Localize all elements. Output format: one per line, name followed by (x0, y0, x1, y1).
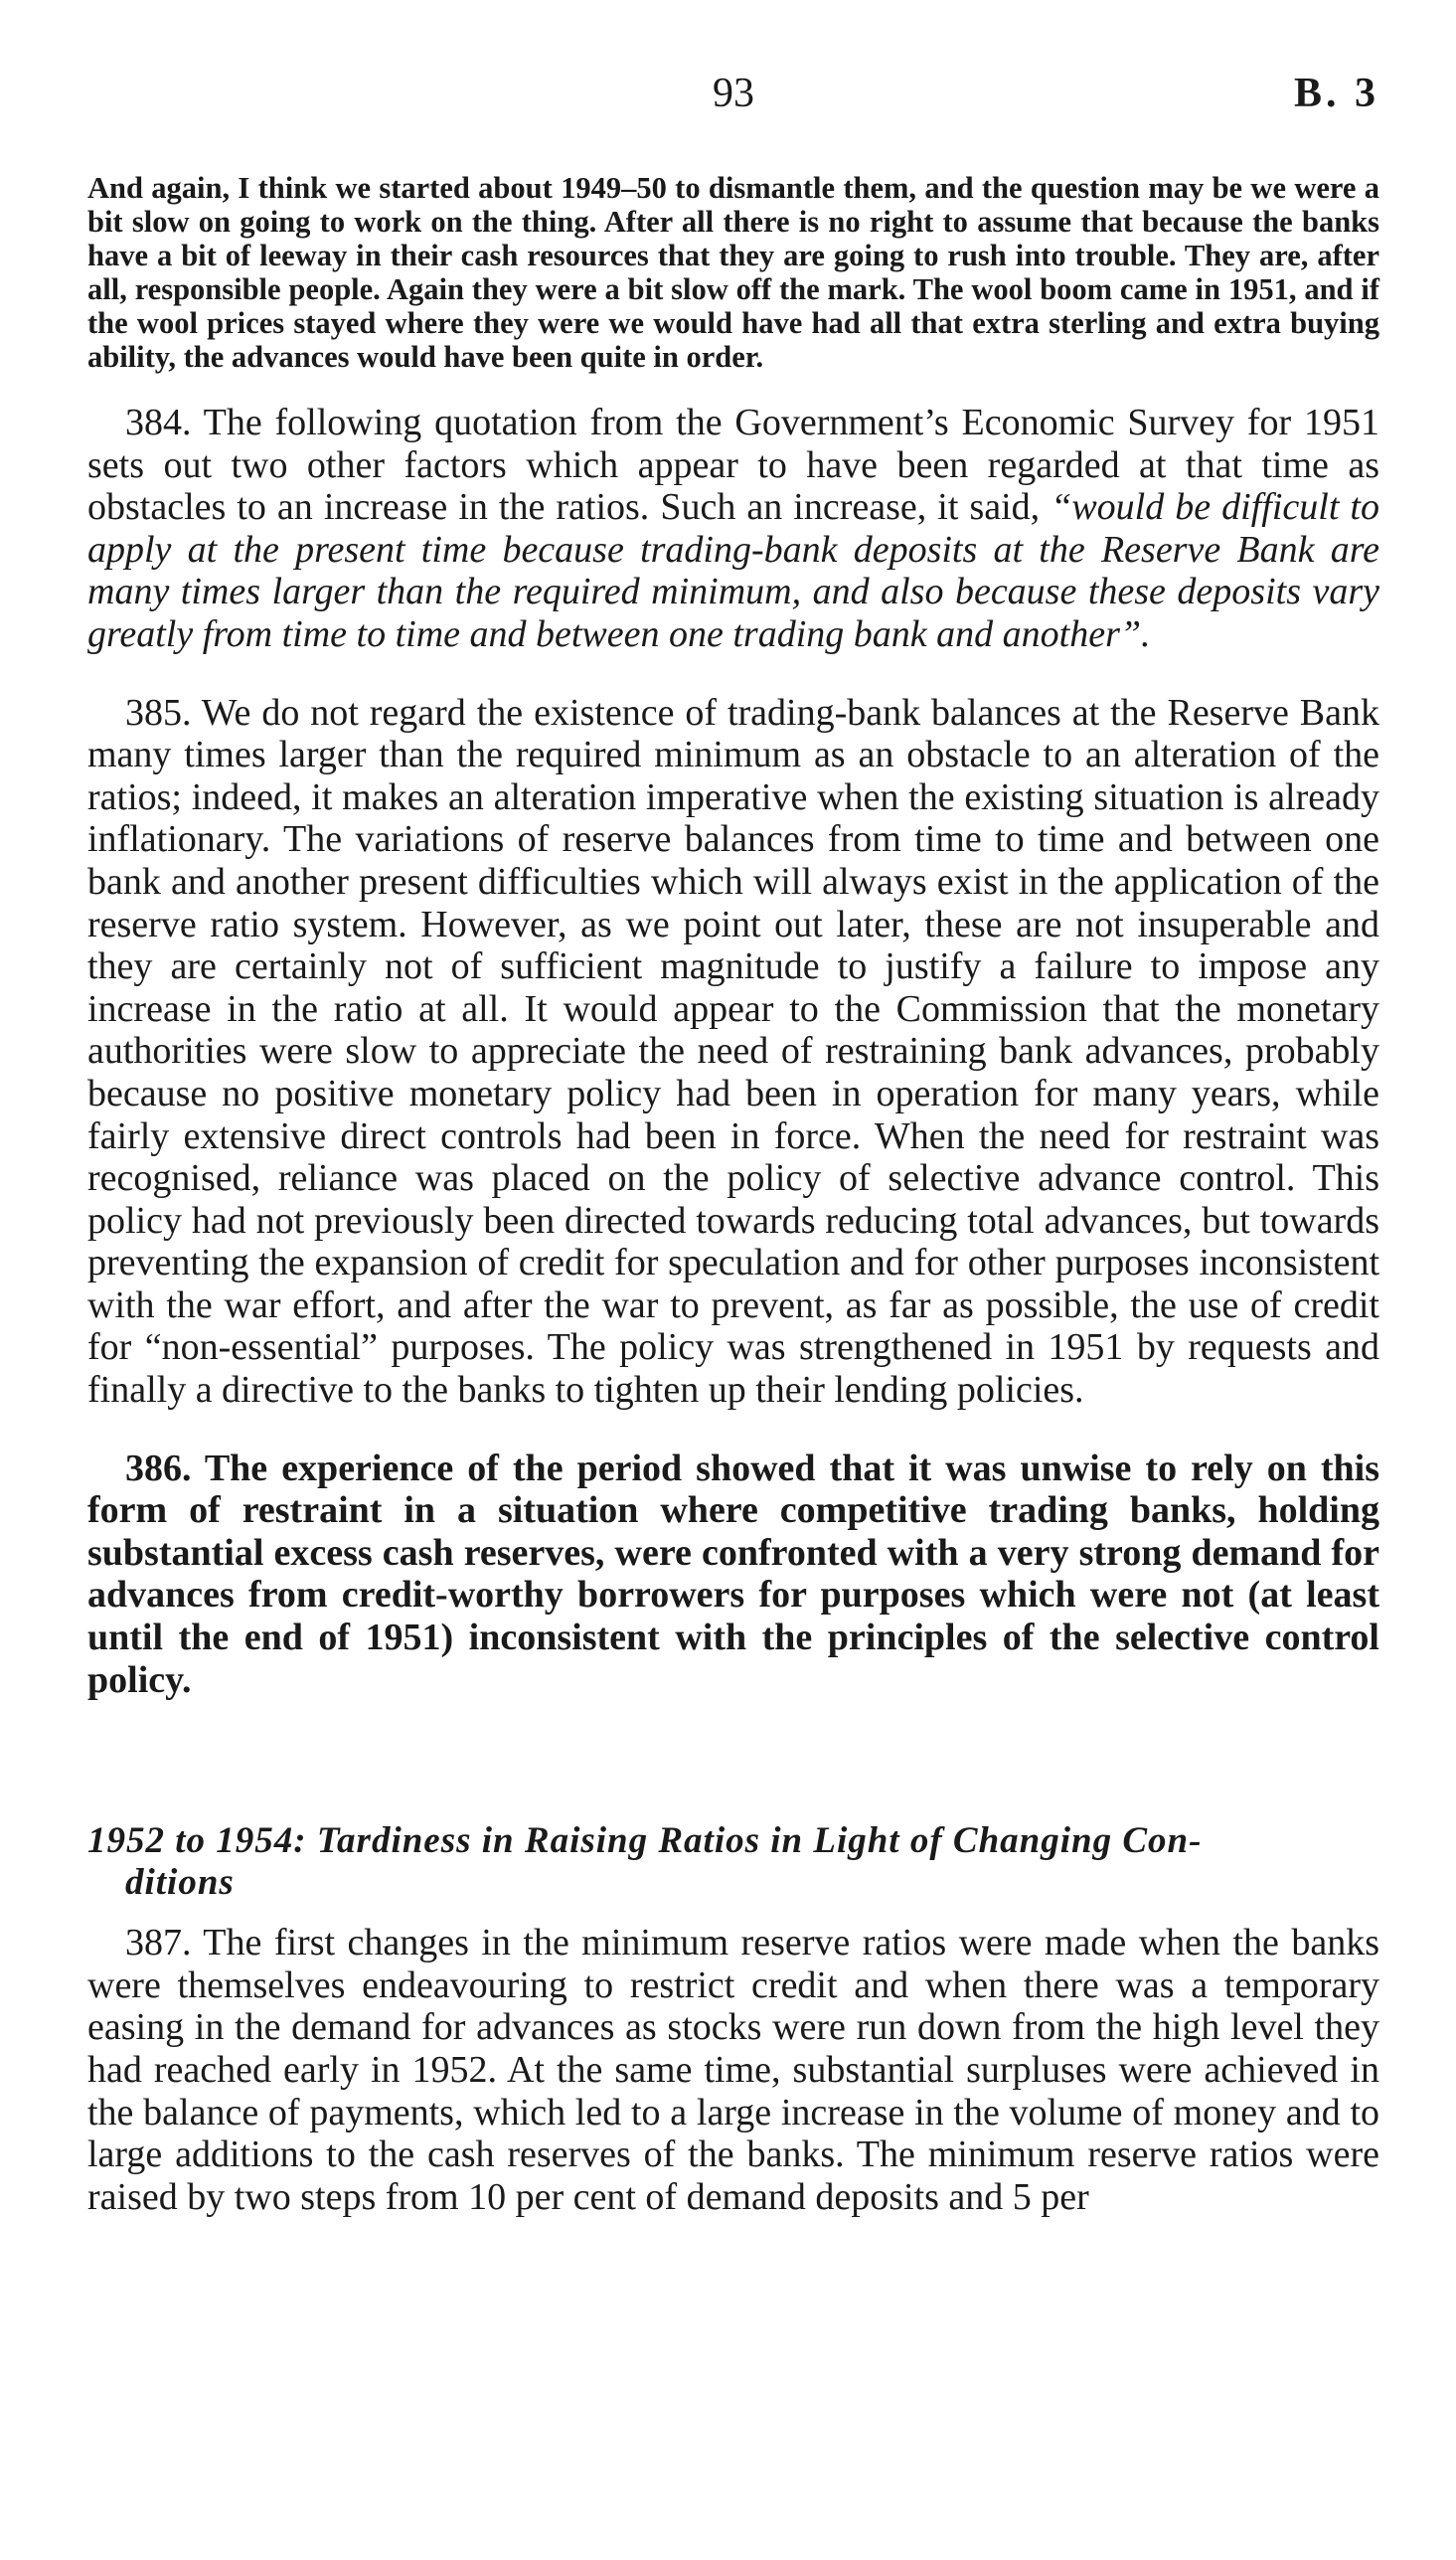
paragraph-number: 386. (125, 1447, 192, 1489)
paragraph-text: We do not regard the existence of trading-bank balances at the Reserve Bank many times larger than the required minimum as an obstacle to an alteration of the ratios; indeed, it makes an alteration imperative when the existing situation is already inflationary. The variations of reserve balances from time to time and between one bank and another present difficulties which will always exist in the application of the reserve ratio system. However, as we point out later, these are not insuperable and they are certainly not of sufficient magnitude to justify a failure to impose any increase in the ratio at all. It would appear to the Commission that the monetary authorities were slow to appreciate the need of restraining bank advances, probably because no positive monetary policy had been in operation for many years, while fairly extensive direct controls had been in force. When the need for restraint was recognised, reliance was placed on the policy of selective advance control. This policy had not previously been directed towards reducing total advances, but towards preventing the expansion of credit for speculation and for other purposes inconsistent with the war effort, and after the war to prevent, as far as possible, the use of credit for “non-essential” purposes. The policy was strengthened in 1951 by requests and finally a directive to the banks to tighten up their lending policies. (87, 691, 1379, 1412)
evidence-quote: And again, I think we started about 1949–50 to dismantle them, and the question may be we were a bit slow on going to work on the thing. After all there is no right to assume that because the banks have a bit of leeway in their cash resources that they are going to rush into trouble. They are, after all, responsible people. Again they were a bit slow off the mark. The wool boom came in 1951, and if the wool prices stayed where they were we would have had all that extra sterling and extra buying ability, the advances would have been quite in order. (87, 171, 1379, 374)
paragraph-384 (87, 402, 1379, 656)
paragraph-number: 387. (125, 1922, 192, 1964)
section-heading-line-1: 1952 to 1954: Tardiness in Raising Ratios in Light of Changing Con- (87, 1820, 1203, 1862)
paragraph-text: The first changes in the minimum reserve ratios were made when the banks were themselves endeavouring to restrict credit and when there was a temporary easing in the demand for advances as stocks were run down from the high level they had reached early in 1952. At the same time, substantial surpluses were achieved in the balance of payments, which led to a large increase in the volume of money and to large additions to the cash reserves of the banks. The minimum reserve ratios were raised by two steps from 10 per cent of demand deposits and 5 per (87, 1922, 1379, 2218)
page-header (87, 70, 1379, 129)
page-number: 93 (713, 71, 754, 116)
paragraph-text: The following quotation from the Government’s Economic Survey for 1951 sets out two other factors which appear to have been regarded at that time as obstacles to an increase in the ratios. Such an increase, it said, (87, 402, 1379, 529)
paragraph-385 (87, 692, 1379, 1412)
paragraph-386 (87, 1448, 1379, 1702)
survey-quotation: “would be difficult to apply at the present time because trading-bank deposits at the Reserve Bank are many times larger than the required minimum, and also because these deposits vary greatly from time to time and between one trading bank and another”. (87, 486, 1379, 655)
page-content (87, 171, 1379, 2254)
section-heading (87, 1820, 1379, 1904)
paragraph-387 (87, 1922, 1379, 2218)
paragraph-number: 385. (125, 691, 192, 734)
document-reference: B. 3 (1293, 71, 1379, 116)
section-heading-line-2: ditions (125, 1862, 235, 1904)
paragraph-text: The experience of the period showed that it was unwise to rely on this form of restraint in a situation where competitive trading banks, holding substantial excess cash reserves, were confronted with a very strong demand for advances from credit-worthy borrowers for purposes which were not (at least until the end of 1951) inconsistent with the principles of the selective control policy. (87, 1447, 1379, 1701)
paragraph-number: 384. (125, 402, 192, 443)
